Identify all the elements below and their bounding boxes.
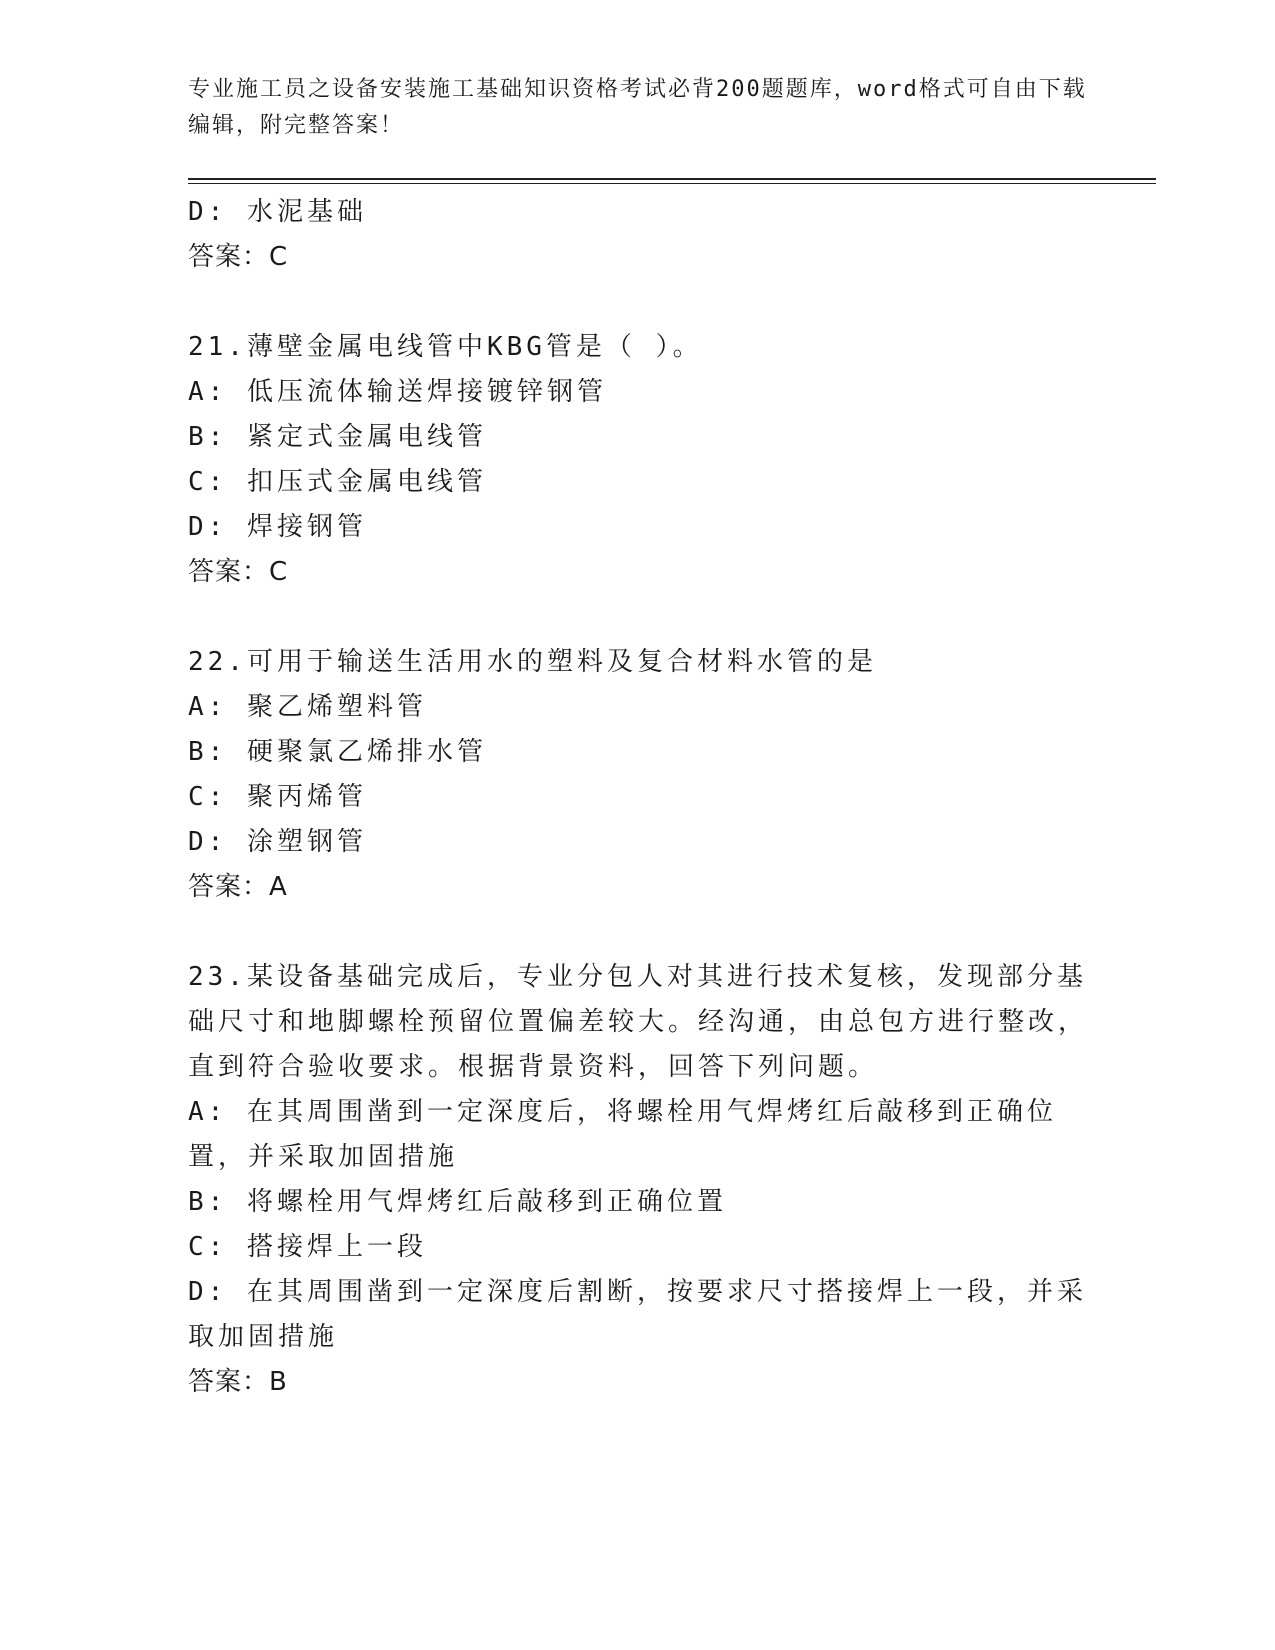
question-23 [188, 955, 1088, 1405]
header-divider-thin [188, 183, 1156, 184]
question-answer: 答案：A [188, 872, 288, 902]
option-a: A: 低压流体输送焊接镀锌钢管 [188, 377, 607, 407]
question-stem: 23.某设备基础完成后，专业分包人对其进行技术复核，发现部分基础尺寸和地脚螺栓预留位置偏差较大。经沟通，由总包方进行整改，直到符合验收要求。根据背景资料，回答下列问题。 [188, 962, 1089, 1082]
question-answer: 答案：B [188, 1367, 288, 1397]
option-a: A: 聚乙烯塑料管 [188, 692, 427, 722]
question-21 [188, 325, 1088, 595]
option-d: D: 在其周围凿到一定深度后割断，按要求尺寸搭接焊上一段，并采取加固措施 [188, 1277, 1087, 1352]
prev-question-answer: 答案：C [188, 242, 289, 272]
question-answer: 答案：C [188, 557, 289, 587]
option-d: D: 涂塑钢管 [188, 827, 367, 857]
option-d: D: 焊接钢管 [188, 512, 367, 542]
option-c: C: 聚丙烯管 [188, 782, 367, 812]
option-a: A: 在其周围凿到一定深度后，将螺栓用气焊烤红后敲移到正确位置，并采取加固措施 [188, 1097, 1057, 1172]
document-header-title: 专业施工员之设备安装施工基础知识资格考试必背200题题库，word格式可自由下载编辑，附完整答案！ [188, 77, 1087, 138]
prev-question-option-d: D: 水泥基础 [188, 197, 367, 227]
question-stem: 22.可用于输送生活用水的塑料及复合材料水管的是 [188, 647, 877, 677]
header-divider-thick [188, 178, 1156, 180]
spacer [188, 595, 1088, 640]
spacer [188, 280, 1088, 325]
question-content [188, 190, 1088, 1405]
option-b: B: 将螺栓用气焊烤红后敲移到正确位置 [188, 1187, 727, 1217]
option-c: C: 扣压式金属电线管 [188, 467, 487, 497]
option-b: B: 紧定式金属电线管 [188, 422, 487, 452]
option-b: B: 硬聚氯乙烯排水管 [188, 737, 487, 767]
spacer [188, 910, 1088, 955]
question-stem: 21.薄壁金属电线管中KBG管是（ ）。 [188, 332, 703, 362]
option-c: C: 搭接焊上一段 [188, 1232, 427, 1262]
question-22 [188, 640, 1088, 910]
